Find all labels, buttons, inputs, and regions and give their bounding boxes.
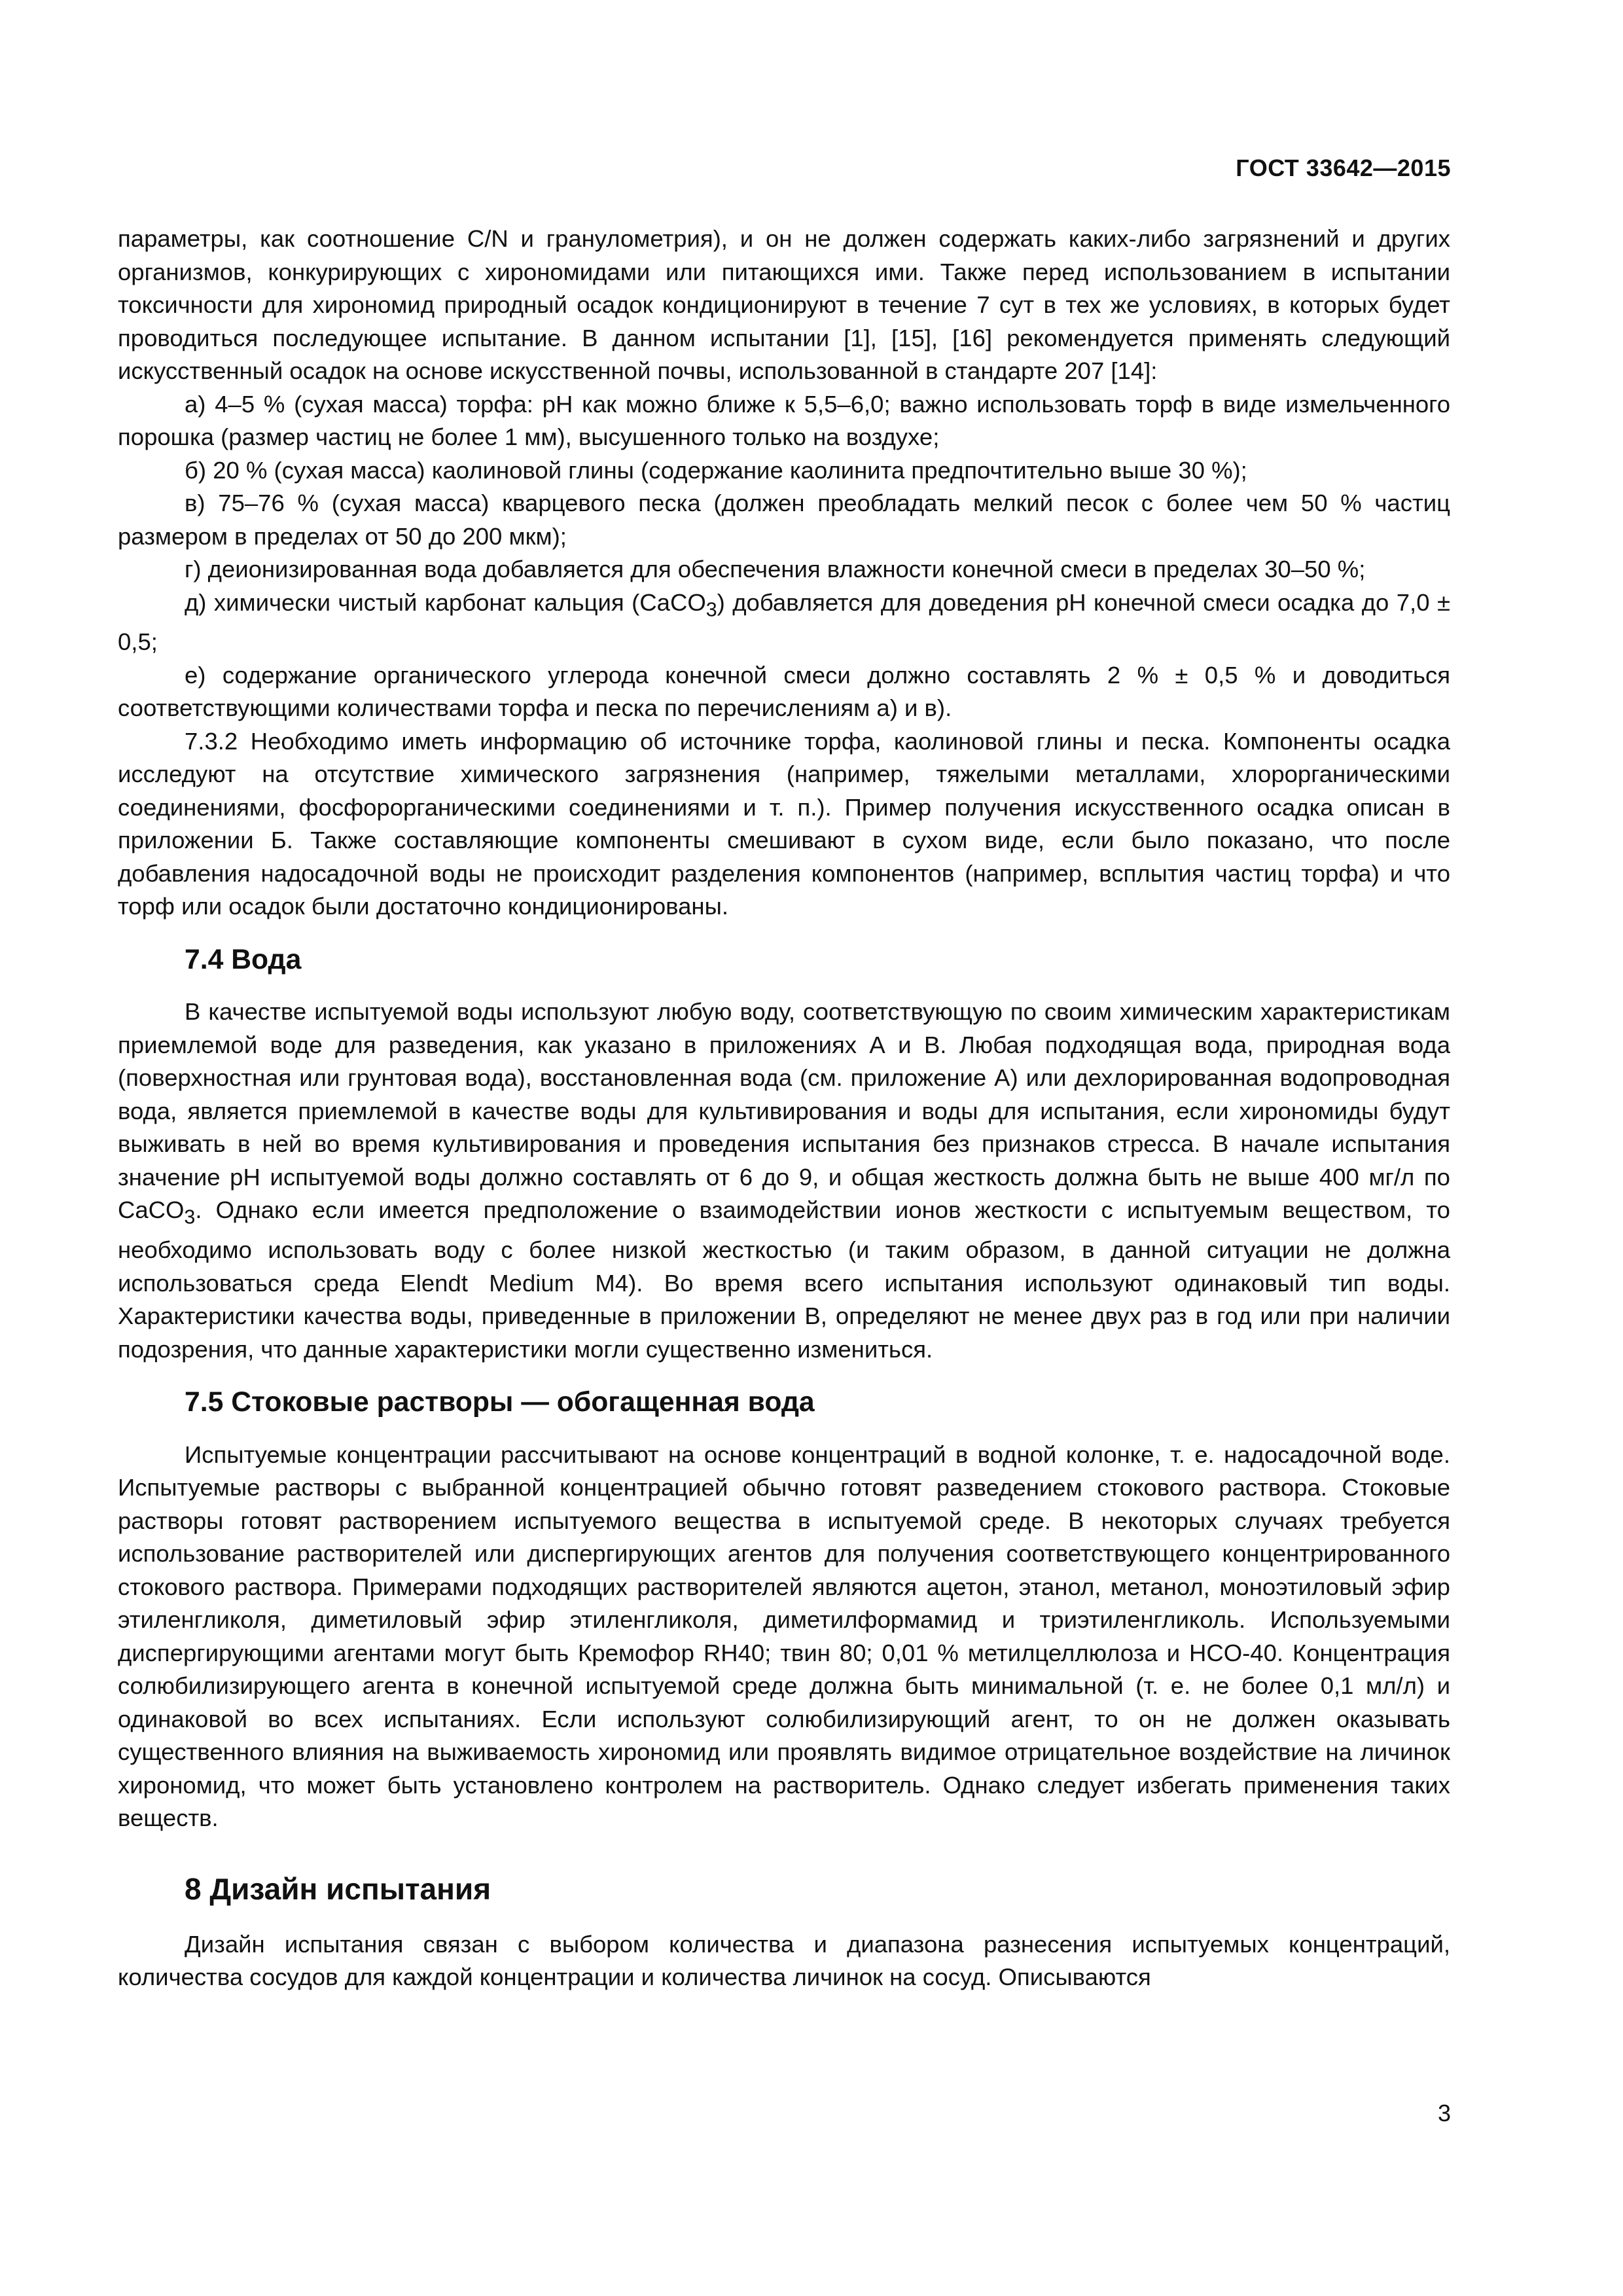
paragraph-7-3-2: 7.3.2 Необходимо иметь информацию об источнике торфа, каолиновой глины и песка. Компоненты осадка исследуют на отсутствие химического загрязнения (например, тяжелыми металлами, хлорорганическими соединениями, фосфорорганическими соединениями и т. п.). Пример получения искусственного осадка описан в приложении Б. Также составляющие компоненты смешивают в сухом виде, если было показано, что после добавления надосадочной воды не происходит разделения компонентов (например, всплытия частиц торфа) и что торф или осадок были достаточно кондиционированы. [118,727,1450,920]
paragraph-7-4: В качестве испытуемой воды используют любую воду, соответствующую по своим химическим характеристикам приемлемой воде для разведения, как указано в приложениях А и В. Любая подходящая вода, природная вода (поверхностная или грунтовая вода), восстановленная вода (см. приложение А) или дехлорированная водопроводная вода, является приемлемой в качестве воды для культивирования и воды для испытания, если хирономиды будут выживать в ней во время культивирования и проведения испытания без признаков стресса. В начале испытания значение pH испытуемой воды должно составлять от 6 до 9, и общая жесткость должна быть не выше 400 мг/л по CaCO$_3$. Однако если имеется предположение о взаимодействии ионов жесткости с испытуемым веществом, то необходимо использовать воду с более низкой жесткостью (и таким образом, в данной ситуации не должна использоваться среда Elendt Medium M4). Во время всего испытания используют одинаковый тип воды. Характеристики качества воды, приведенные в приложении В, определяют не менее двух раз в год или при наличии подозрения, что данные характеристики могли существенно измениться. [118,998,1450,1363]
page-number: 3 [1437,2100,1451,2126]
section-heading-8: 8 Дизайн испытания [185,1871,491,1906]
page-content [118,223,1450,1994]
paragraph-7-5: Испытуемые концентрации рассчитывают на основе концентраций в водной колонке, т. е. надосадочной воде. Испытуемые растворы с выбранной концентрацией обычно готовят разведением стокового раствора. Стоковые растворы готовят растворением испытуемого вещества в испытуемой среде. В некоторых случаях требуется использование растворителей или диспергирующих агентов для получения соответствующего концентрированного стокового раствора. Примерами подходящих растворителей являются ацетон, этанол, метанол, моноэтиловый эфир этиленгликоля, диметиловый эфир этиленгликоля, диметилформамид и триэтиленгликоль. Используемыми диспергирующими агентами могут быть Кремофор RH40; твин 80; 0,01 % метилцеллюлоза и HCO-40. Концентрация солюбилизирующего агента в конечной испытуемой среде должна быть минимальной (т. е. не более 0,1 мл/л) и одинаковой во всех испытаниях. Если используют солюбилизирующий агент, то он не должен оказывать существенного влияния на выживаемость хирономид или проявлять видимое отрицательное воздействие на личинок хирономид, что может быть установлено контролем на растворитель. Однако следует избегать применения таких веществ. [118,1441,1450,1832]
paragraph-8: Дизайн испытания связан с выбором количества и диапазона разнесения испытуемых концентраций, количества сосудов для каждой концентрации и количества личинок на сосуд. Описываются [118,1930,1450,1991]
section-heading-7-5: 7.5 Стоковые растворы — обогащенная вода [185,1386,815,1418]
list-item-g: г) деионизированная вода добавляется для обеспечения влажности конечной смеси в пределах 30–50 %; [185,556,1366,583]
list-item-e: е) содержание органического углерода конечной смеси должно составлять 2 % ± 0,5 % и доводиться соответствующими количествами торфа и песка по перечислениям а) и в). [118,661,1450,722]
list-item-b: б) 20 % (сухая масса) каолиновой глины (содержание каолинита предпочтительно выше 30 %); [185,456,1247,484]
list-item-d: д) химически чистый карбонат кальция (CaCO$_3$) добавляется для доведения pH конечной смеси осадка до 7,0 ± 0,5; [118,588,1450,656]
document-code: ГОСТ 33642—2015 [1236,154,1451,181]
list-item-v: в) 75–76 % (сухая масса) кварцевого песка (должен преобладать мелкий песок с более чем 50 % частиц размером в пределах от 50 до 200 мкм); [118,490,1450,550]
section-heading-7-4: 7.4 Вода [185,943,302,975]
list-item-a: а) 4–5 % (сухая масса) торфа: pH как можно ближе к 5,5–6,0; важно использовать торф в виде измельченного порошка (размер частиц не более 1 мм), высушенного только на воздухе; [118,390,1450,450]
intro-paragraph: параметры, как соотношение C/N и гранулометрия), и он не должен содержать каких-либо загрязнений и других организмов, конкурирующих с хирономидами или питающихся ими. Также перед использованием в испытании токсичности для хирономид природный осадок кондиционируют в течение 7 сут в тех же условиях, в которых будет проводиться последующее испытание. В данном испытании [1], [15], [16] рекомендуется применять следующий искусственный осадок на основе искусственной почвы, использованной в стандарте 207 [14]: [118,225,1450,384]
